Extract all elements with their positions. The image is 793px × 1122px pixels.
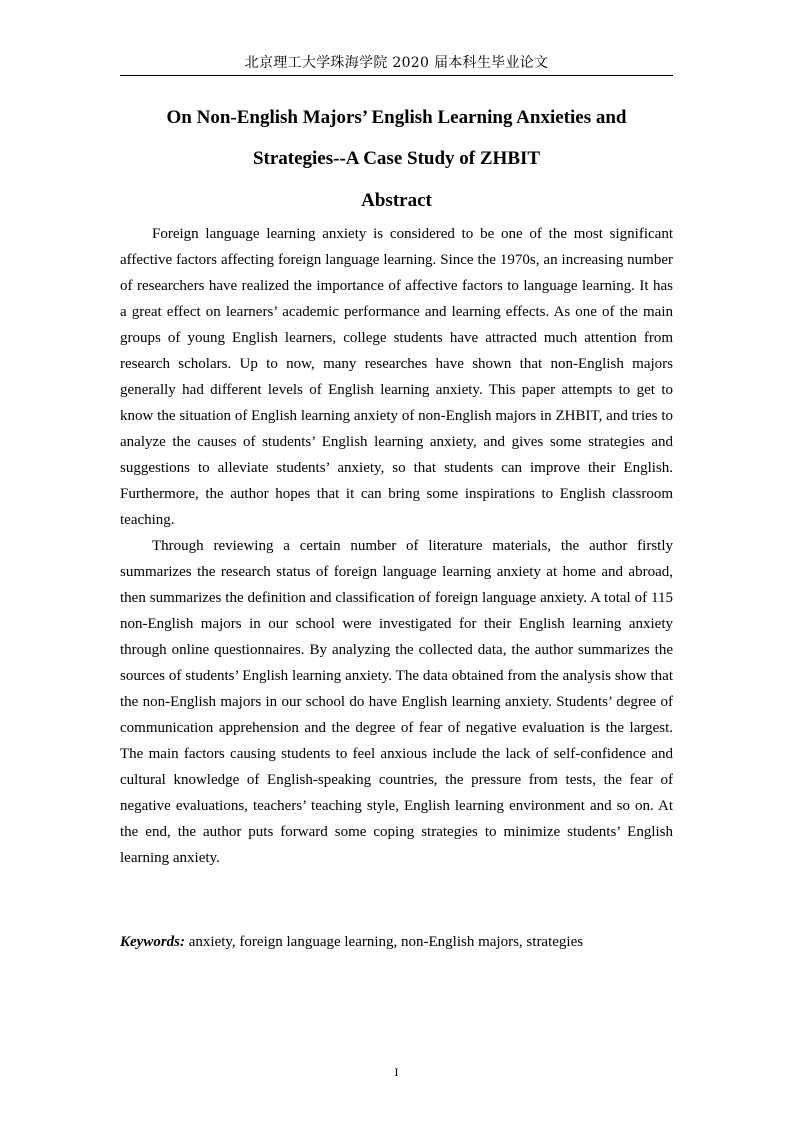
header-divider [120,75,673,76]
page-number: I [394,1065,399,1079]
abstract-paragraph: Foreign language learning anxiety is considered to be one of the most significant affective factors affecting foreign language learning. Since the 1970s, an increasing number of researchers have realized the importance of affective factors to language learning. It has a great effect on learners’ academic performance and learning effects. As one of the main groups of young English learners, college students have attracted much attention from research scholars. Up to now, many researches have shown that non-English majors generally had different levels of English learning anxiety. This paper attempts to get to know the situation of English learning anxiety of non-English majors in ZHBIT, and tries to analyze the causes of students’ English learning anxiety, and gives some strategies and suggestions to alleviate students’ anxiety, so that students can improve their English. Furthermore, the author hopes that it can bring some inspirations to English classroom teaching. [120,226,673,528]
abstract-paragraph: Through reviewing a certain number of literature materials, the author firstly summarizes the research status of foreign language learning anxiety at home and abroad, then summarizes the definition and classification of foreign language anxiety. A total of 115 non-English majors in our school were investigated for their English learning anxiety through online questionnaires. By analyzing the collected data, the author summarizes the sources of students’ English learning anxiety. The data obtained from the analysis show that the non-English majors in our school do have English learning anxiety. Students’ degree of communication apprehension and the degree of fear of negative evaluation is the largest. The main factors causing students to feel anxious include the lack of self-confidence and cultural knowledge of English-speaking countries, the pressure from tests, the fear of negative evaluations, teachers’ teaching style, English learning environment and so on. At the end, the author puts forward some coping strategies to minimize students’ English learning anxiety. [120,538,673,866]
keywords-text: anxiety, foreign language learning, non-English majors, strategies [185,934,584,950]
abstract-heading: Abstract [361,190,432,211]
running-header: 北京理工大学珠海学院 2020 届本科生毕业论文 [244,55,549,71]
thesis-title-line-1: On Non-English Majors’ English Learning Anxieties and [166,107,627,128]
thesis-title-line-2: Strategies--A Case Study of ZHBIT [252,148,541,169]
keywords-line [120,929,673,955]
keywords-label: Keywords: [120,934,185,950]
